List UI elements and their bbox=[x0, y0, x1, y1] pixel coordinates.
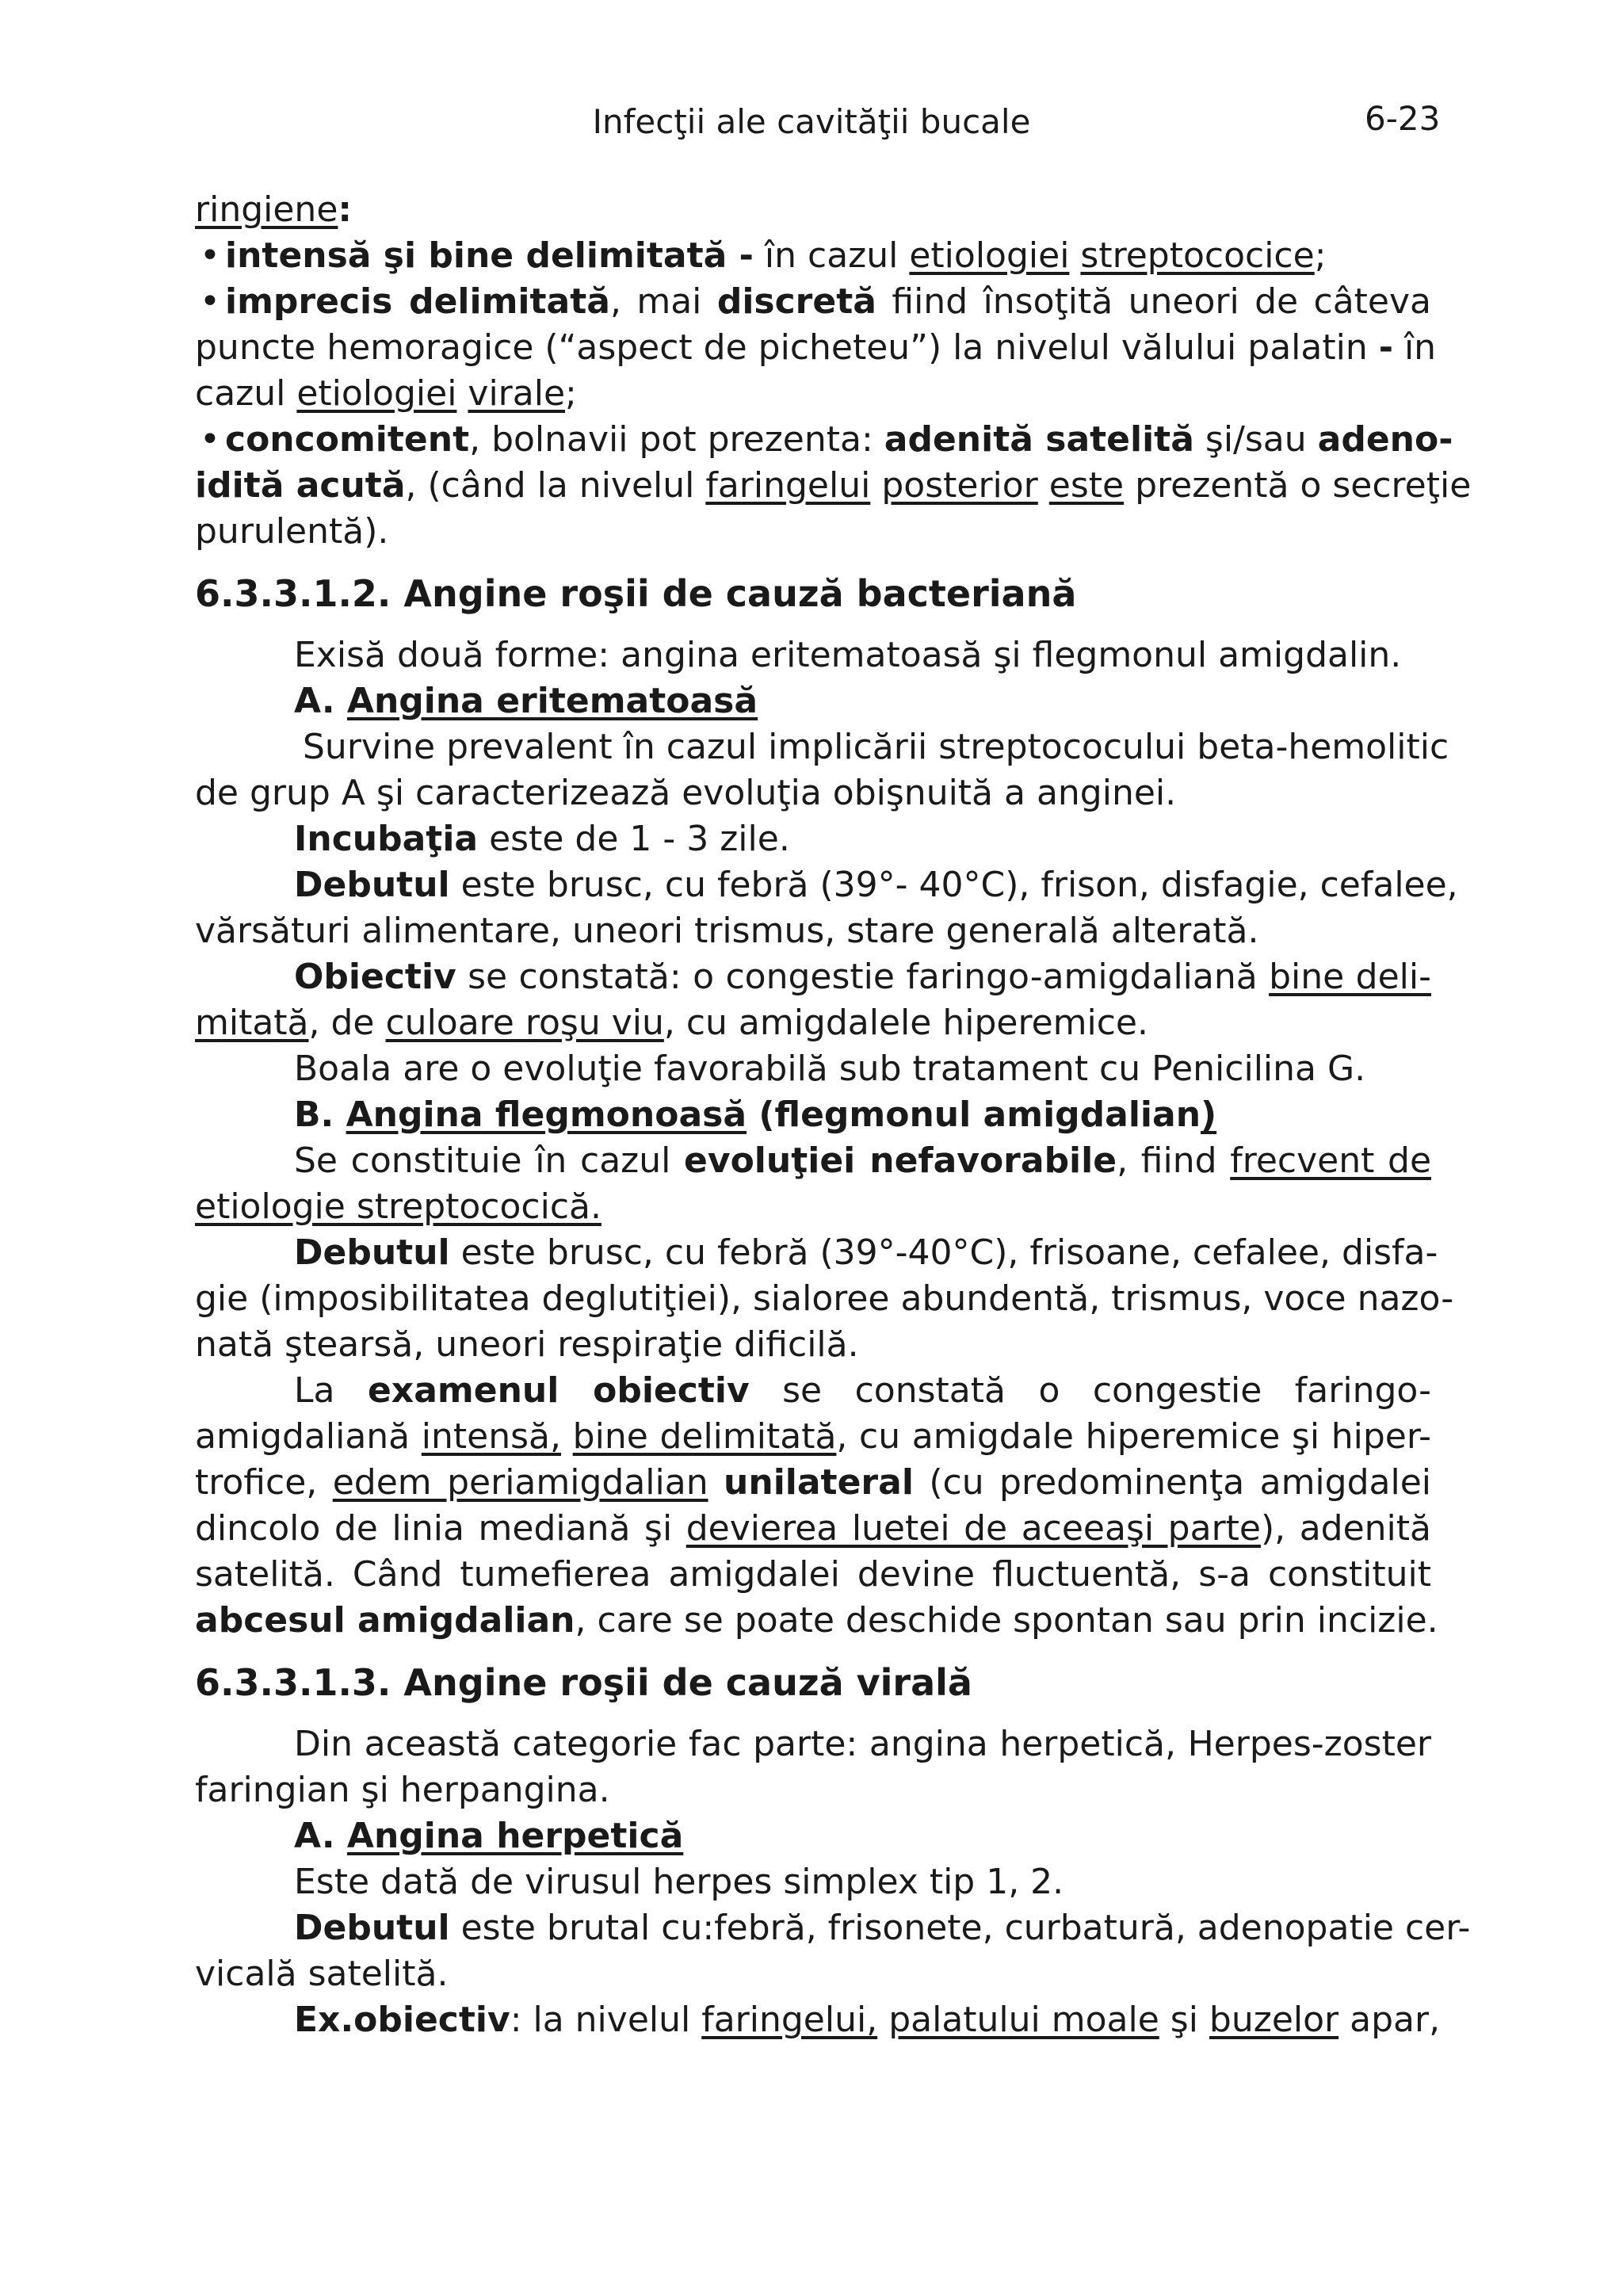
text-line: puncte hemoragice (“aspect de picheteu”) la nivelul vălului palatin - în bbox=[195, 327, 1437, 368]
text-line: Boala are o evoluţie favorabilă sub tratament cu Penicilina G. bbox=[294, 1049, 1366, 1089]
text-line: satelită. Când tumefierea amigdalei devine fluctuentă, s-a constituit bbox=[195, 1554, 1431, 1595]
text-line: etiologie streptococică. bbox=[195, 1186, 601, 1227]
text-line: de grup A şi caracterizează evoluţia obişnuită a anginei. bbox=[195, 773, 1177, 813]
text-line: Exisă două forme: angina eritematoasă şi flegmonul amigdalin. bbox=[294, 635, 1402, 675]
text-line: Incubaţia este de 1 - 3 zile. bbox=[294, 819, 790, 859]
text-line: Este dată de virusul herpes simplex tip 1, 2. bbox=[294, 1862, 1064, 1902]
text-line: cazul etiologiei virale; bbox=[195, 373, 577, 414]
running-header-title: Infecţii ale cavităţii bucale bbox=[592, 102, 1031, 141]
text-line: Din această categorie fac parte: angina herpetică, Herpes-zoster bbox=[294, 1724, 1431, 1764]
text-line: • concomitent, bolnavii pot prezenta: adenită satelită şi/sau adeno- bbox=[195, 417, 1431, 463]
page-number: 6-23 bbox=[1365, 99, 1441, 138]
text-line: A. Angina eritematoasă bbox=[294, 681, 758, 721]
text-line: Debutul este brusc, cu febră (39°-40°C), frisoane, cefalee, disfa- bbox=[294, 1232, 1438, 1273]
text-line: Survine prevalent în cazul implicării streptococului beta-hemolitic bbox=[303, 727, 1449, 767]
text-line: • imprecis delimitată, mai discretă fiind însoţită uneori de câteva bbox=[195, 279, 1431, 325]
text-line: A. Angina herpetică bbox=[294, 1816, 684, 1856]
text-line: vicală satelită. bbox=[195, 1954, 449, 1994]
section-heading: 6.3.3.1.3. Angine roşii de cauză virală bbox=[195, 1661, 972, 1704]
text-line: vărsături alimentare, uneori trismus, stare generală alterată. bbox=[195, 911, 1259, 951]
text-line: amigdaliană intensă, bine delimitată, cu amigdale hiperemice şi hiper- bbox=[195, 1416, 1431, 1457]
text-line: Obiectiv se constată: o congestie faringo-amigdaliană bine deli- bbox=[294, 957, 1431, 997]
section-heading: 6.3.3.1.2. Angine roşii de cauză bacteriană bbox=[195, 572, 1077, 615]
text-line: Debutul este brusc, cu febră (39°- 40°C), frison, disfagie, cefalee, bbox=[294, 865, 1458, 905]
text-line: mitată, de culoare roşu viu, cu amigdalele hiperemice. bbox=[195, 1003, 1148, 1043]
text-line: idită acută, (când la nivelul faringelui posterior este prezentă o secreţie bbox=[195, 465, 1472, 506]
text-line: Ex.obiectiv: la nivelul faringelui, palatului moale şi buzelor apar, bbox=[294, 2000, 1441, 2040]
text-line: nată ştearsă, uneori respiraţie dificilă. bbox=[195, 1324, 859, 1365]
text-line: dincolo de linia mediană şi devierea luetei de aceeaşi parte), adenită bbox=[195, 1508, 1431, 1549]
text-line: faringian şi herpangina. bbox=[195, 1770, 610, 1810]
spacer bbox=[195, 1644, 1431, 1660]
text-line: trofice, edem periamigdalian unilateral (cu predominenţa amigdalei bbox=[195, 1462, 1431, 1503]
text-line: Debutul este brutal cu:febră, frisonete, curbatură, adenopatie cer- bbox=[294, 1908, 1471, 1948]
text-line: B. Angina flegmonoasă (flegmonul amigdalian) bbox=[294, 1095, 1217, 1135]
text-line: ringiene: bbox=[195, 189, 352, 230]
text-line: Se constituie în cazul evoluţiei nefavorabile, fiind frecvent de bbox=[294, 1140, 1432, 1181]
text-line: La examenul obiectiv se constată o congestie faringo- bbox=[294, 1370, 1431, 1411]
spacer bbox=[195, 617, 1431, 632]
body-text bbox=[195, 187, 1472, 2043]
spacer bbox=[195, 1706, 1431, 1721]
text-line: purulentă). bbox=[195, 511, 389, 552]
text-line: • intensă şi bine delimitată - în cazul etiologiei streptococice; bbox=[195, 233, 1431, 279]
text-line: gie (imposibilitatea deglutiţiei), sialoree abundentă, trismus, voce nazo- bbox=[195, 1278, 1454, 1319]
spacer bbox=[195, 555, 1431, 571]
text-line: abcesul amigdalian, care se poate deschide spontan sau prin incizie. bbox=[195, 1600, 1438, 1641]
